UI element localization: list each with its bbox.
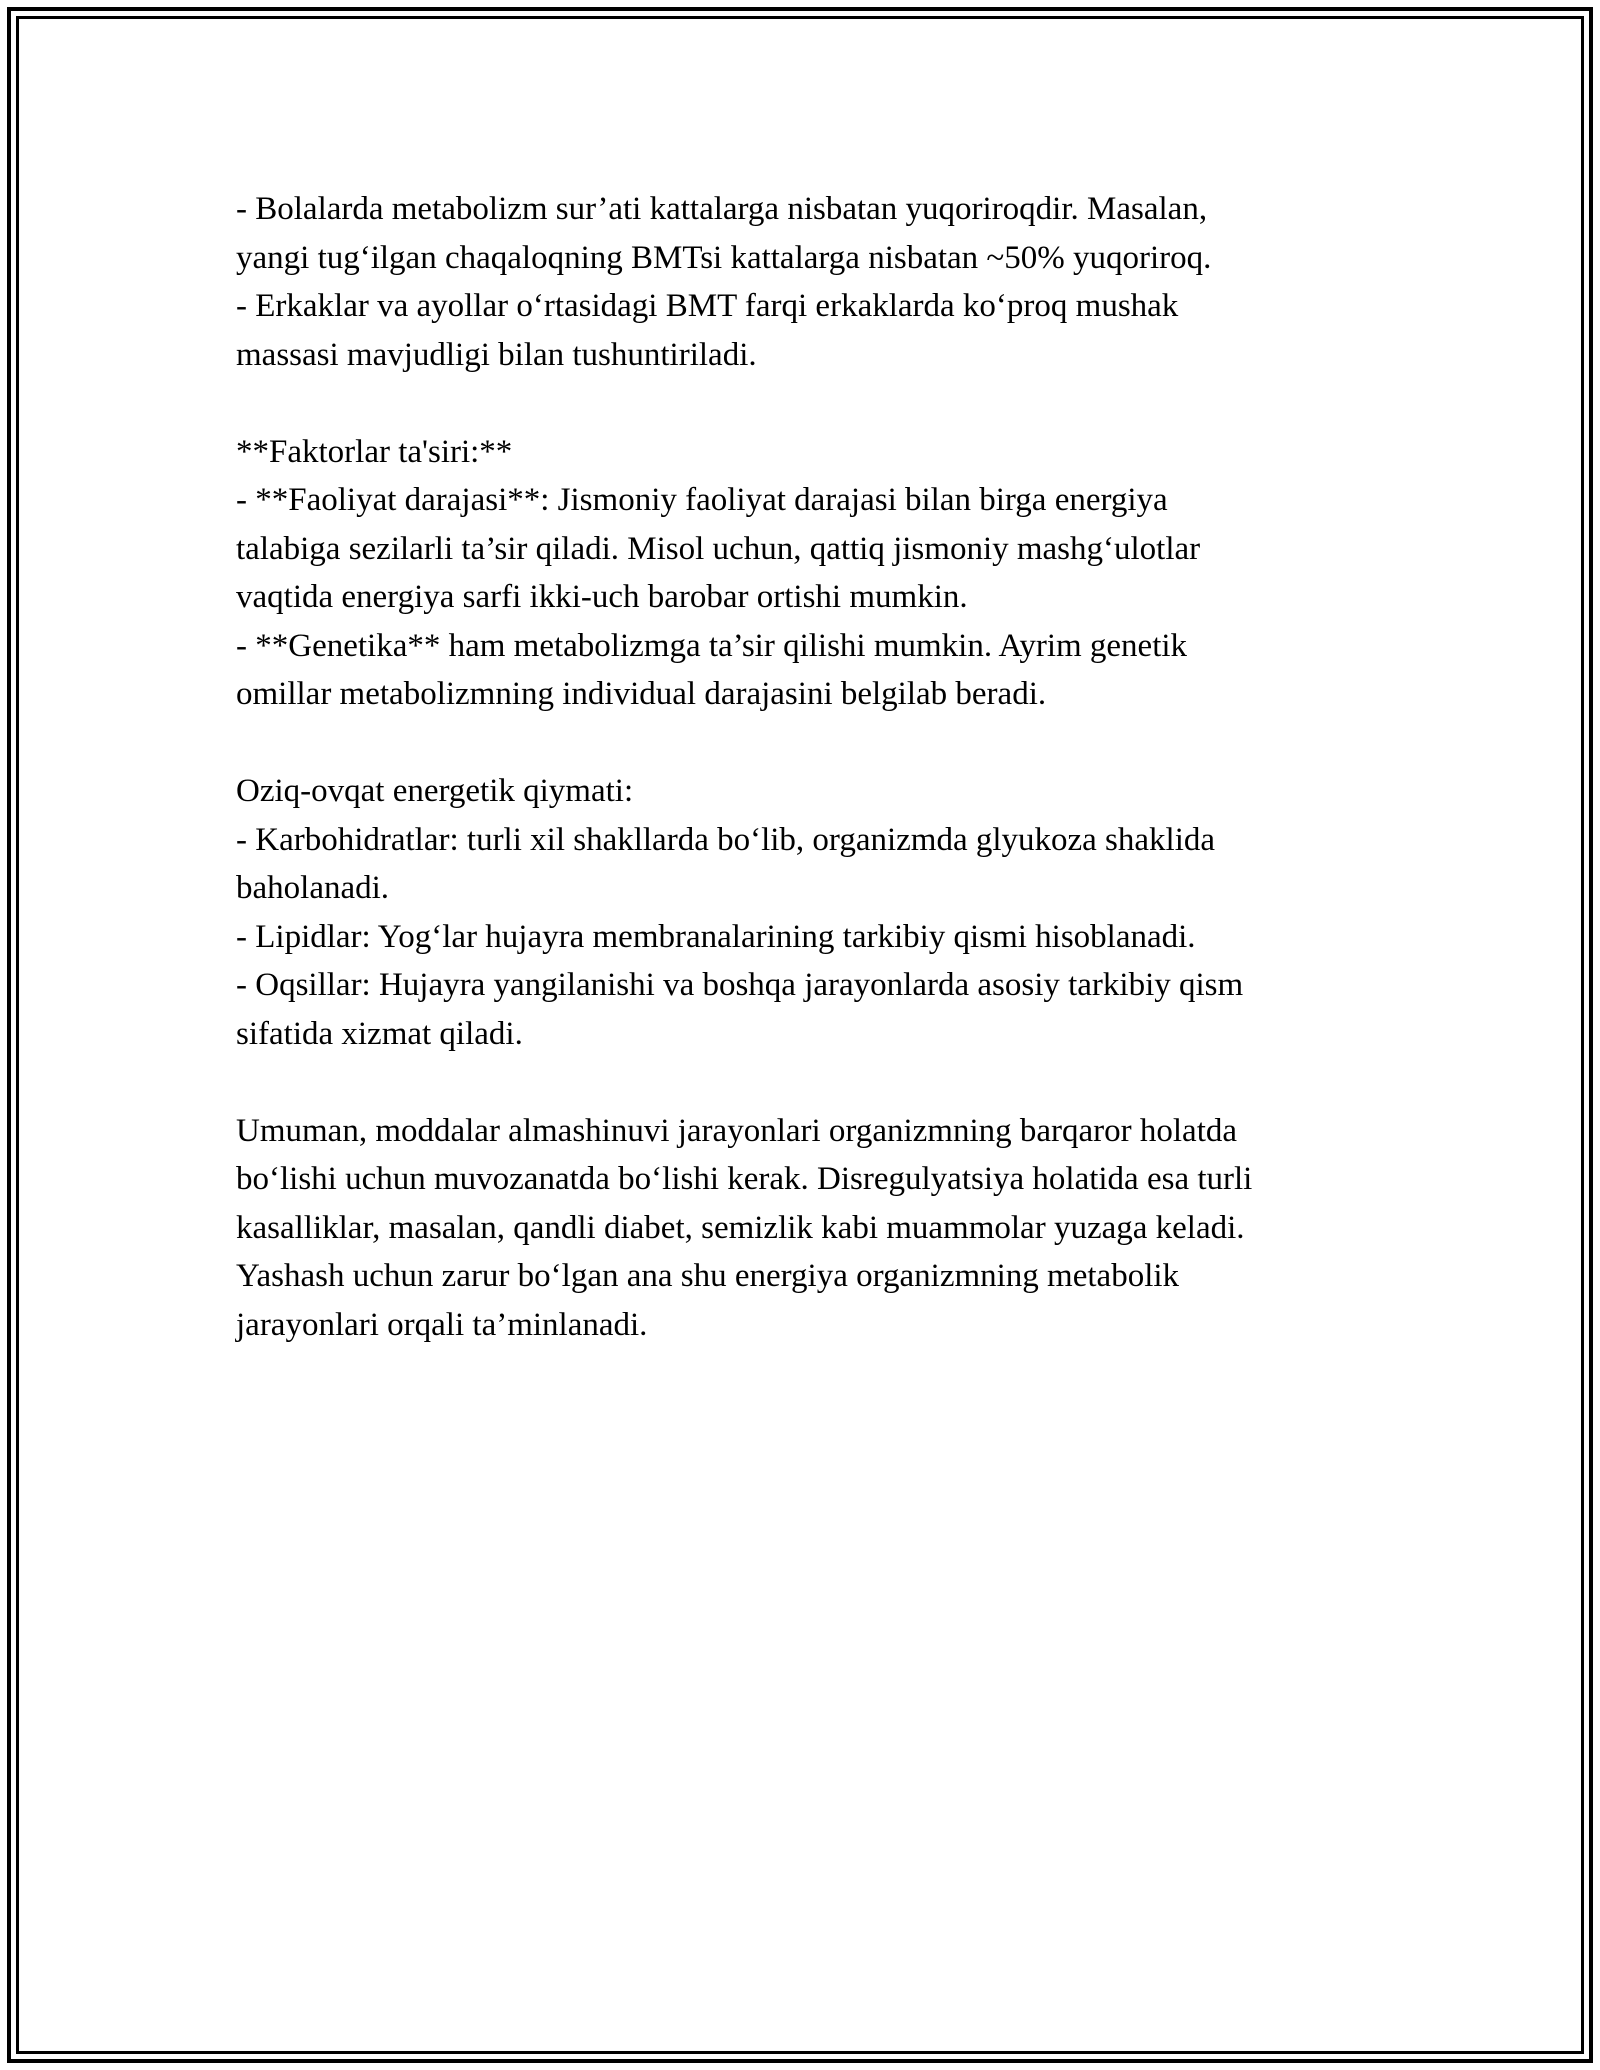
text-line: - Karbohidratlar: turli xil shakllarda bo‘lib, organizmda glyukoza shaklida (236, 821, 1216, 858)
text-line: baholanadi. (236, 870, 390, 906)
section-heading: **Faktorlar ta'siri:** (236, 433, 513, 470)
paragraph-food-energy-value (236, 767, 1396, 1058)
section-heading: Oziq-ovqat energetik qiymati: (236, 773, 634, 809)
text-line: talabiga sezilarli ta’sir qiladi. Misol uchun, qattiq jismoniy mashg‘ulotlar (236, 530, 1201, 567)
paragraph-spacer (236, 379, 1396, 428)
text-line: sifatida xizmat qiladi. (236, 1015, 523, 1052)
text-line: vaqtida energiya sarfi ikki-uch barobar ortishi mumkin. (236, 579, 968, 615)
document-body (236, 185, 1396, 1349)
text-line: bo‘lishi uchun muvozanatda bo‘lishi kerak. Disregulyatsiya holatida esa turli (236, 1161, 1253, 1197)
text-line: - Lipidlar: Yog‘lar hujayra membranalarining tarkibiy qismi hisoblanadi. (236, 918, 1196, 955)
text-line: massasi mavjudligi bilan tushuntiriladi. (236, 336, 757, 373)
text-line: kasalliklar, masalan, qandli diabet, semizlik kabi muammolar yuzaga keladi. (236, 1209, 1245, 1246)
paragraph-conclusion (236, 1107, 1396, 1350)
paragraph-factors (236, 428, 1396, 719)
text-line: jarayonlari orqali ta’minlanadi. (236, 1306, 648, 1343)
text-line: - Bolalarda metabolizm sur’ati kattalarga nisbatan yuqoriroqdir. Masalan, (236, 191, 1208, 227)
text-line: - **Faoliyat darajasi**: Jismoniy faoliyat darajasi bilan birga energiya (236, 482, 1168, 518)
text-line: - Oqsillar: Hujayra yangilanishi va boshqa jarayonlarda asosiy tarkibiy qism (236, 967, 1244, 1003)
text-line: Yashash uchun zarur bo‘lgan ana shu energiya organizmning metabolik (236, 1258, 1180, 1294)
text-line: yangi tug‘ilgan chaqaloqning BMTsi kattalarga nisbatan ~50% yuqoriroq. (236, 239, 1212, 276)
text-line: Umuman, moddalar almashinuvi jarayonlari organizmning barqaror holatda (236, 1112, 1238, 1149)
text-line: - Erkaklar va ayollar o‘rtasidagi BMT farqi erkaklarda ko‘proq mushak (236, 288, 1179, 324)
text-line: - **Genetika** ham metabolizmga ta’sir qilishi mumkin. Ayrim genetik (236, 627, 1188, 664)
paragraph-spacer (236, 719, 1396, 768)
paragraph-bmr-notes (236, 185, 1396, 379)
paragraph-spacer (236, 1058, 1396, 1107)
text-line: omillar metabolizmning individual darajasini belgilab beradi. (236, 676, 1047, 712)
